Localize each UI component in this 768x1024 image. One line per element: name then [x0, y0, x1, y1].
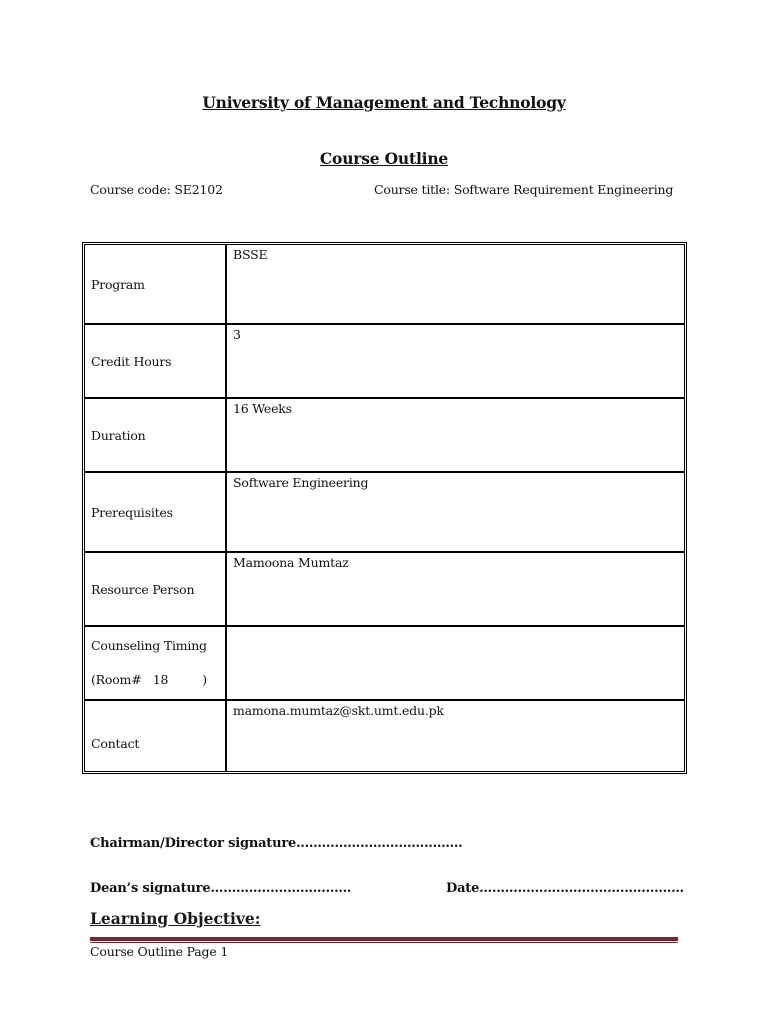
- row-label: Counseling Timing: [91, 638, 207, 653]
- table-row-program: [84, 244, 685, 324]
- row-label-cell: [84, 324, 226, 398]
- row-value-cell: [226, 398, 685, 472]
- footer-rule-thin: [90, 942, 678, 943]
- row-label: Program: [91, 276, 145, 292]
- table-row-resource-person: [84, 552, 685, 626]
- row-value-cell: [226, 324, 685, 398]
- document-title: Course Outline: [319, 149, 449, 168]
- learning-objective-heading: Learning Objective:: [90, 909, 261, 928]
- dean-signature-line: Dean’s signature……………………………: [90, 881, 352, 896]
- row-label: Prerequisites: [91, 504, 173, 520]
- row-label: Credit Hours: [91, 353, 172, 369]
- row-label: Resource Person: [91, 581, 195, 597]
- row-label-cell: [84, 244, 226, 324]
- row-value-cell: [226, 244, 685, 324]
- row-value: Mamoona Mumtaz: [233, 555, 349, 570]
- row-label-cell: [84, 398, 226, 472]
- row-value-cell: [226, 552, 685, 626]
- table-row-credit-hours: [84, 324, 685, 398]
- row-value: BSSE: [233, 247, 268, 262]
- row-label: Duration: [91, 427, 146, 443]
- course-code: Course code: SE2102: [90, 182, 223, 197]
- contact-email: mamona.mumtaz@skt.umt.edu.pk: [233, 703, 444, 718]
- footer-rule-thick: [90, 937, 678, 941]
- university-title: University of Management and Technology: [202, 93, 566, 112]
- row-label-cell: [84, 626, 226, 700]
- row-value: Software Engineering: [233, 475, 369, 490]
- table-row-prerequisites: [84, 472, 685, 552]
- row-value: 16 Weeks: [233, 401, 292, 416]
- table-row-counseling-timing: [84, 626, 685, 700]
- row-label: Contact: [91, 735, 140, 751]
- room-label: (Room# 18 ): [91, 672, 207, 687]
- row-value: 3: [233, 327, 241, 342]
- row-label-cell: [84, 552, 226, 626]
- row-label-cell: [84, 700, 226, 772]
- row-value-cell: [226, 472, 685, 552]
- course-title: Course title: Software Requirement Engineering: [374, 182, 674, 197]
- row-label-cell: [84, 472, 226, 552]
- table-row-contact: [84, 700, 685, 772]
- date-line: Date…………………………………………: [446, 881, 684, 896]
- course-outline-table: [82, 242, 687, 774]
- row-value-cell: [226, 700, 685, 772]
- table-row-duration: [84, 398, 685, 472]
- chairman-signature-line: Chairman/Director signature…………………………………: [90, 836, 463, 851]
- page-footer: Course Outline Page 1: [90, 944, 229, 959]
- row-value-cell: [226, 626, 685, 700]
